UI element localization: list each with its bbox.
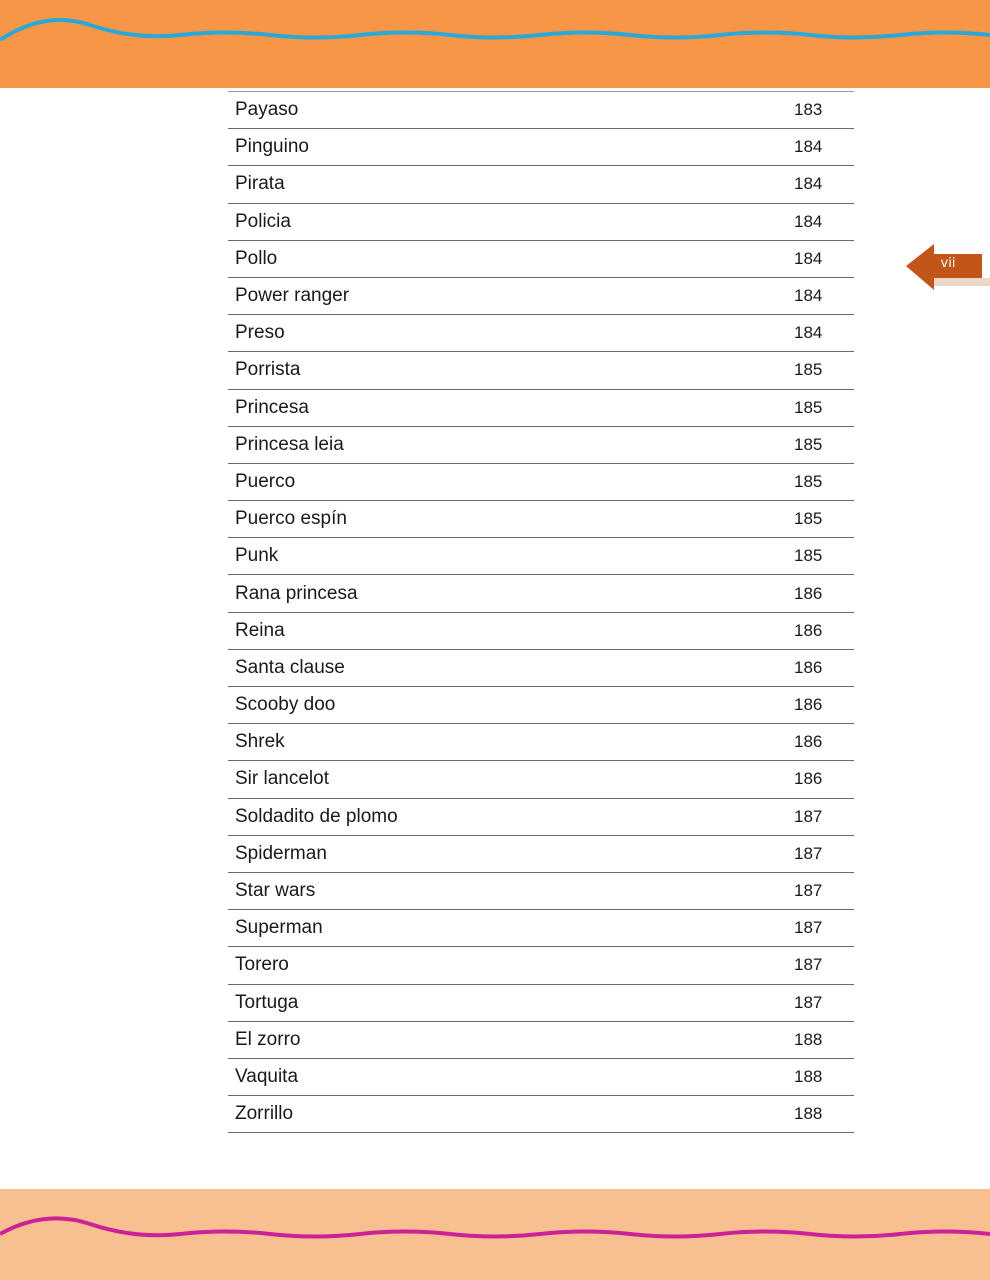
toc-entry-page: 188 [794,1021,854,1058]
toc-entry-title: Punk [228,538,794,575]
toc-entry-title: Santa clause [228,649,794,686]
toc-entry-page: 183 [794,92,854,129]
toc-row [228,910,854,947]
toc-row [228,947,854,984]
toc-entry-page: 185 [794,389,854,426]
toc-entry-title: Porrista [228,352,794,389]
toc-entry-page: 187 [794,872,854,909]
toc-entry-title: Payaso [228,92,794,129]
toc-entry-title: Zorrillo [228,1096,794,1133]
toc-row [228,463,854,500]
toc-entry-title: Star wars [228,872,794,909]
toc-row [228,1058,854,1095]
toc-entry-page: 184 [794,166,854,203]
toc-row [228,612,854,649]
toc-entry-page: 188 [794,1096,854,1133]
toc-entry-page: 185 [794,538,854,575]
toc-entry-page: 184 [794,203,854,240]
toc-entry-title: Pinguino [228,129,794,166]
toc-entry-title: Princesa [228,389,794,426]
toc-entry-page: 186 [794,724,854,761]
toc-entry-page: 185 [794,501,854,538]
toc-entry-title: Power ranger [228,277,794,314]
toc-entry-page: 185 [794,352,854,389]
toc-entry-page: 184 [794,315,854,352]
toc-entry-title: Soldadito de plomo [228,798,794,835]
toc-row [228,426,854,463]
toc-row [228,835,854,872]
toc-row [228,1096,854,1133]
toc-entry-title: Pollo [228,240,794,277]
toc-row [228,984,854,1021]
toc-entry-title: Rana princesa [228,575,794,612]
toc-row [228,315,854,352]
toc-entry-page: 186 [794,687,854,724]
toc-row [228,1021,854,1058]
toc-row [228,649,854,686]
toc-entry-title: Superman [228,910,794,947]
toc-row [228,389,854,426]
toc-entry-title: Shrek [228,724,794,761]
toc-entry-page: 188 [794,1058,854,1095]
toc-row [228,687,854,724]
toc-row [228,277,854,314]
toc-entry-title: Puerco [228,463,794,500]
toc-entry-page: 186 [794,612,854,649]
toc-entry-page: 187 [794,947,854,984]
table-of-contents [228,91,854,1133]
toc-entry-title: Preso [228,315,794,352]
toc-row [228,538,854,575]
toc-entry-title: Scooby doo [228,687,794,724]
page-number: vii [940,256,956,271]
toc-entry-page: 184 [794,240,854,277]
toc-entry-page: 187 [794,910,854,947]
toc-entry-title: Pirata [228,166,794,203]
header-band [0,0,990,88]
toc-entry-title: Policia [228,203,794,240]
toc-entry-title: El zorro [228,1021,794,1058]
toc-entry-page: 185 [794,463,854,500]
toc-entry-title: Spiderman [228,835,794,872]
toc-entry-page: 186 [794,575,854,612]
toc-entry-title: Puerco espín [228,501,794,538]
toc-entry-page: 186 [794,649,854,686]
toc-row [228,203,854,240]
toc-entry-page: 184 [794,277,854,314]
toc-entry-title: Princesa leia [228,426,794,463]
footer-band [0,1189,990,1280]
toc-entry-title: Tortuga [228,984,794,1021]
toc-entry-title: Torero [228,947,794,984]
toc-row [228,129,854,166]
toc-entry-title: Reina [228,612,794,649]
toc-entry-title: Vaquita [228,1058,794,1095]
toc-entry-page: 184 [794,129,854,166]
toc-row [228,872,854,909]
toc-row [228,240,854,277]
toc-row [228,92,854,129]
toc-entry-page: 186 [794,761,854,798]
toc-entry-page: 185 [794,426,854,463]
toc-row [228,166,854,203]
toc-entry-title: Sir lancelot [228,761,794,798]
toc-entry-page: 187 [794,798,854,835]
toc-row [228,501,854,538]
toc-row [228,761,854,798]
toc-entry-page: 187 [794,984,854,1021]
top-wave-decoration [0,0,990,88]
toc-row [228,724,854,761]
toc-row [228,798,854,835]
bottom-wave-decoration [0,1189,990,1280]
toc-row [228,352,854,389]
toc-row [228,575,854,612]
toc-entry-page: 187 [794,835,854,872]
